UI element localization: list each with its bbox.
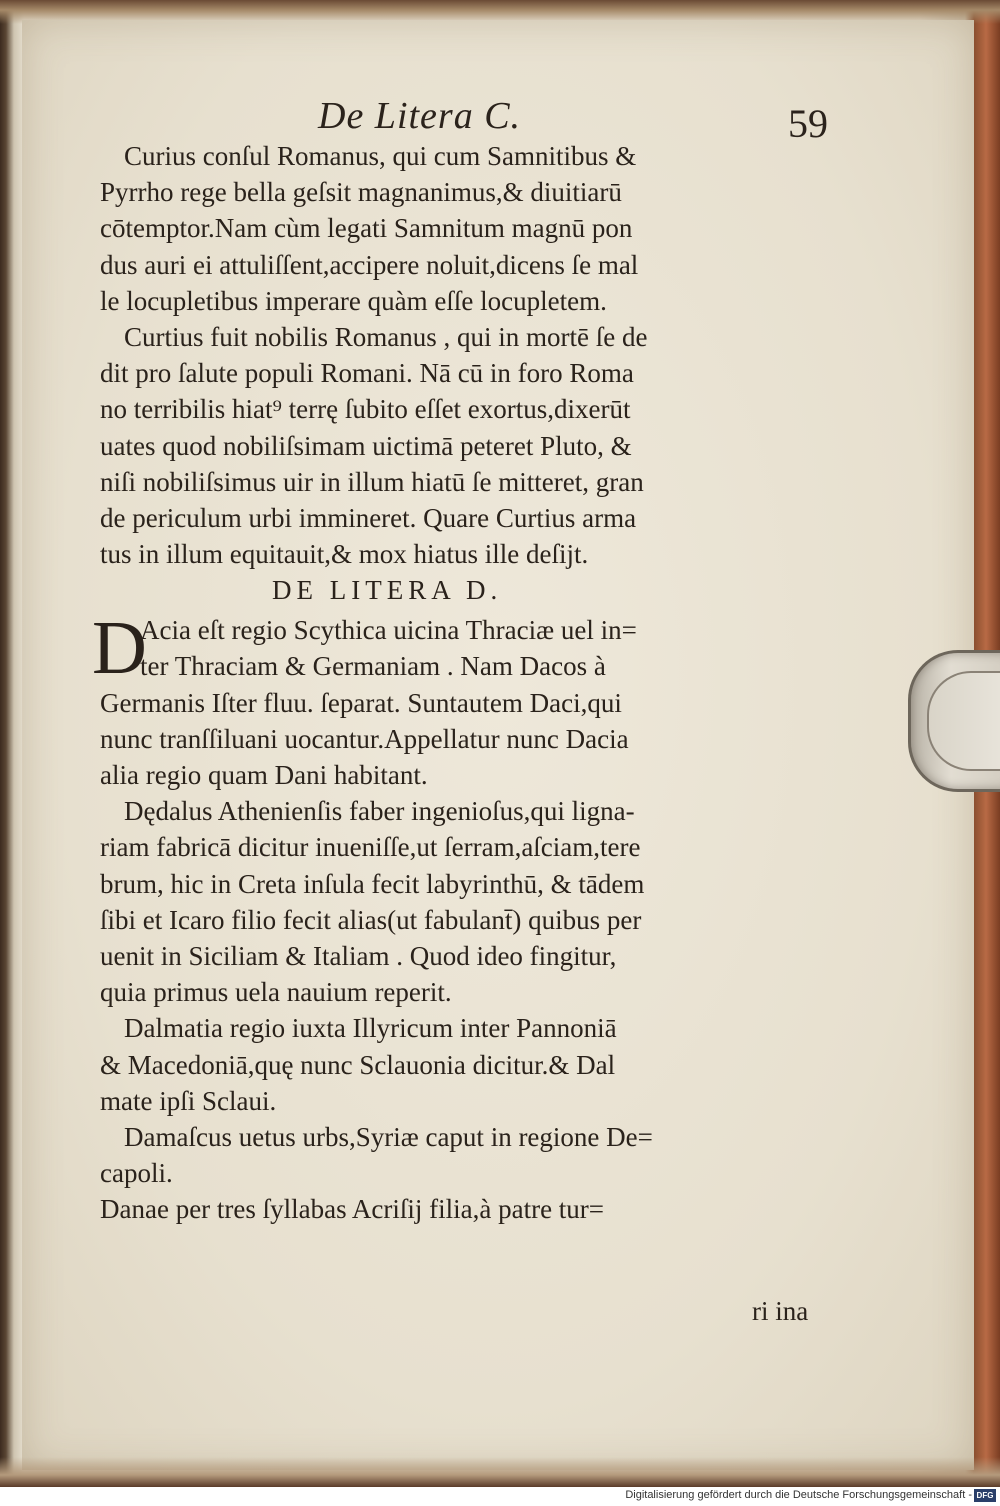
clasp-inner — [927, 671, 1000, 771]
dfg-logo-icon: DFG — [974, 1489, 996, 1502]
catchword: ri ina — [752, 1296, 809, 1326]
text-line: uates quod nobiliſsimam uictimā peteret Pluto, & — [100, 430, 632, 461]
text-line: Dalmatia regio iuxta Illyricum inter Pannoniā — [124, 1013, 617, 1044]
page-number: 59 — [788, 101, 828, 146]
text-line: Pyrrho rege bella geſsit magnanimus,& diuitiarū — [100, 177, 622, 208]
text-line: Curtius fuit nobilis Romanus , qui in mortē ſe de — [124, 321, 648, 352]
running-head: De Litera C. — [318, 95, 522, 137]
text-line: le locupletibus imperare quàm eſſe locupletem. — [100, 285, 607, 316]
book-clasp-icon — [908, 650, 1000, 792]
text-line: niſi nobiliſsimus uir in illum hiatū ſe mitteret, gran — [100, 466, 644, 497]
text-line: Acia eſt regio Scythica uicina Thraciæ uel in= — [140, 615, 637, 646]
text-line: cōtemptor.Nam cùm legati Samnitum magnū pon — [100, 213, 633, 244]
text-line: de periculum urbi immineret. Quare Curtius arma — [100, 502, 637, 533]
entry-curius — [100, 138, 830, 319]
entry-dacia — [92, 606, 830, 793]
text-line: ter Thraciam & Germaniam . Nam Dacos à — [140, 651, 606, 682]
text-line: capoli. — [100, 1158, 173, 1189]
text-line: uenit in Siciliam & Italiam . Quod ideo fingitur, — [100, 940, 617, 971]
text-line: Damaſcus uetus urbs,Syriæ caput in regione De= — [124, 1121, 653, 1152]
text-line: tus in illum equitauit,& mox hiatus ille deſijt. — [100, 539, 589, 570]
digitization-footer — [0, 1487, 1000, 1506]
text-line: alia regio quam Dani habitant. — [100, 760, 428, 790]
text-line: Dędalus Athenienſis faber ingenioſus,qui ligna- — [124, 796, 635, 827]
text-line: Germanis Iſter fluu. ſeparat. Suntautem Daci,qui — [100, 687, 622, 718]
text-line: Danae per tres ſyllabas Acriſij filia,à patre tur= — [100, 1194, 605, 1225]
entry-curtius — [100, 319, 830, 572]
section-title: DE LITERA D. — [272, 575, 503, 606]
footer-credit: Digitalisierung gefördert durch die Deutsche Forschungsgemeinschaft - — [625, 1489, 972, 1501]
text-line: dit pro ſalute populi Romani. Nā cū in foro Roma — [100, 358, 634, 389]
text-line: dus auri ei attuliſſent,accipere noluit,dicens ſe mal — [100, 249, 639, 280]
entry-daedalus — [100, 793, 830, 1010]
text-line: ſibi et Icaro filio fecit alias(ut fabulant̄) quibus per — [100, 904, 642, 935]
text-line: riam fabricā dicitur inueniſſe,ut ſerram,aſciam,tere — [100, 832, 641, 863]
entry-dalmatia — [100, 1010, 830, 1119]
text-line: mate ipſi Sclaui. — [100, 1085, 277, 1116]
entry-danae — [100, 1191, 830, 1227]
text-line: nunc tranſſiluani uocantur.Appellatur nunc Dacia — [100, 723, 629, 754]
text-line: quia primus uela nauium reperit. — [100, 977, 452, 1008]
text-line: no terribilis hiat⁹ terrę ſubito eſſet exortus,dixerūt — [100, 394, 631, 425]
text-line: Curius conſul Romanus, qui cum Samnitibus & — [124, 141, 637, 171]
drop-cap: D — [92, 606, 147, 691]
entry-damascus — [100, 1119, 830, 1191]
text-block — [92, 138, 830, 1227]
text-line: & Macedoniā,quę nunc Sclauonia dicitur.& Dal — [100, 1049, 616, 1080]
text-line: brum, hic in Creta inſula fecit labyrinthū, & tādem — [100, 868, 645, 899]
